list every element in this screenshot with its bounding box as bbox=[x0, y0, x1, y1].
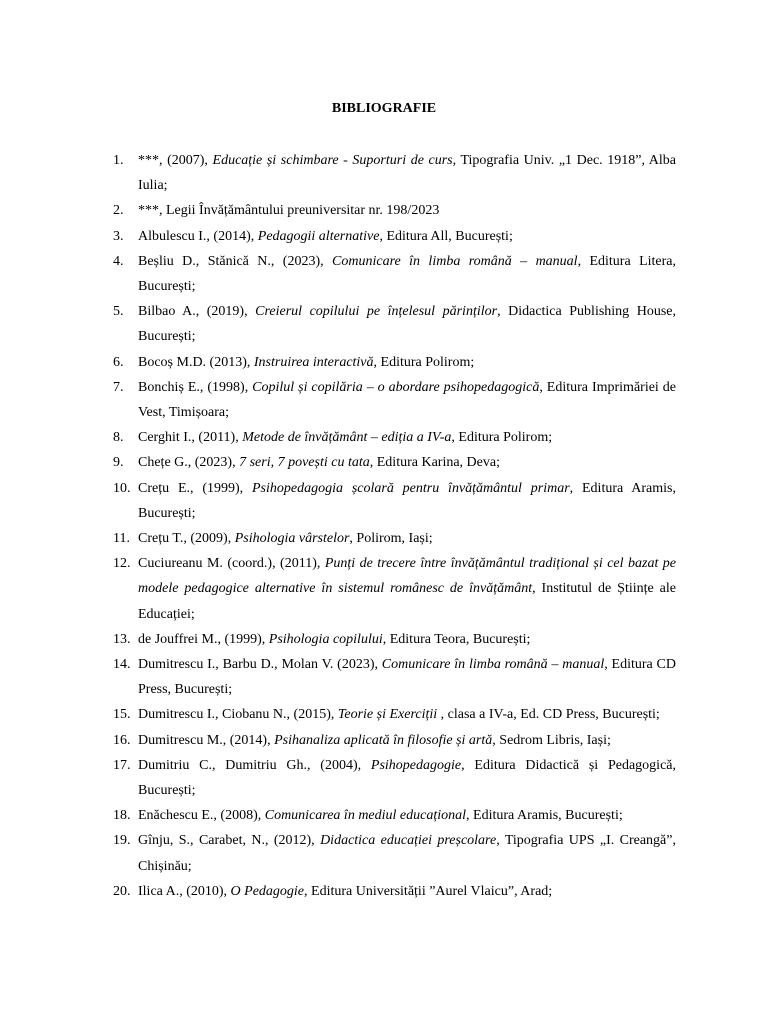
item-text bbox=[138, 733, 611, 748]
citation-text: Bilbao A., (2019), bbox=[138, 304, 256, 320]
bibliography-item bbox=[113, 803, 676, 828]
citation-text: Ilica A., (2010), bbox=[138, 883, 231, 899]
citation-text: , clasa a IV-a, Ed. CD Press, București; bbox=[437, 707, 660, 723]
citation-text: , Editura Imprimăriei de Vest, Timișoara; bbox=[138, 379, 676, 421]
work-title: Psihopedagogie bbox=[370, 757, 462, 773]
item-text bbox=[138, 808, 623, 823]
citation-text: , Editura All, București; bbox=[379, 228, 513, 244]
bibliography-item bbox=[113, 551, 676, 627]
bibliography-item bbox=[113, 299, 676, 349]
item-number: 16. bbox=[113, 732, 131, 748]
bibliography-item bbox=[113, 828, 676, 878]
work-title: 7 seri, 7 povești cu tata bbox=[239, 455, 370, 471]
item-number: 8. bbox=[113, 430, 124, 446]
work-title: Instruirea interactivă bbox=[253, 354, 374, 370]
item-text bbox=[138, 833, 676, 873]
citation-text: , Tipografia Univ. „1 Dec. 1918”, Alba Iulia; bbox=[138, 153, 676, 194]
bibliography-item bbox=[113, 879, 676, 904]
item-number: 3. bbox=[113, 228, 124, 244]
citation-text: ***, (2007), bbox=[138, 153, 213, 168]
bibliography-item bbox=[113, 728, 676, 753]
citation-text: Crețu E., (1999), bbox=[138, 480, 252, 496]
bibliography-item bbox=[113, 198, 676, 223]
item-text bbox=[138, 229, 513, 244]
citation-text: , Editura Aramis, București; bbox=[466, 808, 623, 824]
item-number: 19. bbox=[113, 833, 131, 849]
item-number: 10. bbox=[113, 480, 131, 496]
item-text bbox=[138, 657, 676, 697]
bibliography-item bbox=[113, 526, 676, 551]
citation-text: , Editura Teora, București; bbox=[382, 631, 531, 647]
citation-text: , Polirom, Iași; bbox=[349, 531, 433, 547]
citation-text: , Editura Aramis, București; bbox=[138, 480, 676, 521]
citation-text: Dumitriu C., Dumitriu Gh., (2004), bbox=[138, 757, 371, 773]
citation-text: Albulescu I., (2014), bbox=[138, 228, 258, 244]
item-text bbox=[138, 430, 552, 445]
item-number: 17. bbox=[113, 757, 131, 773]
citation-text: ***, Legii Învățământului preuniversitar nr. 198/2023 bbox=[138, 203, 440, 219]
bibliography-item bbox=[113, 476, 676, 526]
item-text bbox=[138, 455, 500, 470]
bibliography-item bbox=[113, 350, 676, 375]
bibliography-item bbox=[113, 450, 676, 475]
citation-text: Bocoș M.D. (2013), bbox=[138, 354, 254, 370]
citation-text: , Editura CD Press, București; bbox=[138, 657, 677, 698]
citation-text: , Didactica Publishing House, București; bbox=[138, 304, 676, 345]
citation-text: , Tipografia UPS „I. Creangă”, Chișinău; bbox=[138, 833, 676, 874]
item-number: 2. bbox=[113, 203, 124, 219]
work-title: Psihopedagogia școlară pentru învățământul primar bbox=[252, 480, 570, 496]
item-text bbox=[138, 481, 676, 521]
work-title: Creierul copilului pe înțelesul părinților bbox=[255, 304, 498, 320]
citation-text: Dumitrescu M., (2014), bbox=[138, 732, 275, 748]
item-text bbox=[138, 884, 552, 899]
bibliography-item bbox=[113, 148, 676, 198]
item-number: 4. bbox=[113, 253, 124, 269]
item-number: 12. bbox=[113, 556, 131, 572]
bibliography-list bbox=[113, 148, 676, 904]
item-number: 20. bbox=[113, 883, 131, 899]
item-text bbox=[138, 355, 474, 370]
work-title: Psihologia vârstelor bbox=[234, 531, 350, 547]
citation-text: Dumitrescu I., Ciobanu N., (2015), bbox=[138, 707, 338, 723]
citation-text: Beșliu D., Stănică N., (2023), bbox=[138, 253, 333, 269]
item-number: 15. bbox=[113, 707, 131, 723]
item-number: 13. bbox=[113, 631, 131, 647]
citation-text: , Editura Litera, București; bbox=[138, 253, 677, 295]
citation-text: Bonchiș E., (1998), bbox=[138, 379, 253, 395]
work-title: Pedagogii alternative bbox=[257, 228, 380, 244]
citation-text: Cuciureanu M. (coord.), (2011), bbox=[138, 556, 325, 572]
item-number: 11. bbox=[113, 531, 130, 547]
work-title: Copilul și copilăria – o abordare psihopedagogică bbox=[252, 379, 540, 395]
citation-text: Chețe G., (2023), bbox=[138, 455, 240, 471]
bibliography-item bbox=[113, 753, 676, 803]
work-title: Comunicare în limba română – manual bbox=[381, 657, 605, 673]
item-text bbox=[138, 380, 676, 420]
item-number: 6. bbox=[113, 354, 124, 370]
work-title: Teorie și Exerciții bbox=[337, 707, 438, 723]
work-title: Punți de trecere între învățământul tradițional și cel bazat pe modele pedagogice alternative în sistemul românesc de învățământ bbox=[138, 556, 677, 597]
work-title: Comunicare în limba română – manual bbox=[332, 253, 578, 269]
item-number: 18. bbox=[113, 808, 131, 824]
work-title: Psihologia copilului bbox=[268, 631, 383, 647]
bibliography-item bbox=[113, 627, 676, 652]
citation-text: , Institutul de Științe ale Educației; bbox=[138, 581, 676, 622]
item-number: 14. bbox=[113, 657, 131, 673]
citation-text: , Editura Universității ”Aurel Vlaicu”, Arad; bbox=[304, 883, 553, 899]
bibliography-item bbox=[113, 375, 676, 425]
work-title: Psihanaliza aplicată în filosofie și artă bbox=[274, 732, 493, 748]
citation-text: , Editura Polirom; bbox=[451, 430, 553, 446]
citation-text: Enăchescu E., (2008), bbox=[138, 808, 265, 824]
citation-text: , Sedrom Libris, Iași; bbox=[492, 732, 611, 748]
bibliography-item bbox=[113, 702, 676, 727]
work-title: Metode de învățământ – ediția a IV-a bbox=[242, 430, 452, 446]
work-title: Educație și schimbare - Suporturi de curs bbox=[212, 153, 453, 168]
citation-text: , Editura Didactică și Pedagogică, București; bbox=[138, 757, 677, 799]
item-text bbox=[138, 203, 439, 218]
bibliography-item bbox=[113, 425, 676, 450]
bibliography-item bbox=[113, 249, 676, 299]
item-number: 7. bbox=[113, 379, 124, 395]
item-text bbox=[138, 254, 676, 294]
item-text bbox=[138, 632, 530, 647]
bibliography-item bbox=[113, 652, 676, 702]
item-text bbox=[138, 304, 676, 344]
item-text bbox=[138, 758, 676, 798]
citation-text: Crețu T., (2009), bbox=[138, 531, 235, 547]
work-title: Comunicarea în mediul educațional bbox=[264, 808, 467, 824]
citation-text: Dumitrescu I., Barbu D., Molan V. (2023), bbox=[138, 657, 382, 673]
item-number: 5. bbox=[113, 304, 124, 320]
work-title: O Pedagogie bbox=[230, 883, 305, 899]
item-text bbox=[138, 531, 433, 546]
bibliography-item bbox=[113, 224, 676, 249]
page-title: BIBLIOGRAFIE bbox=[331, 101, 437, 116]
citation-text: Cerghit I., (2011), bbox=[138, 430, 243, 446]
citation-text: , Editura Karina, Deva; bbox=[369, 455, 500, 471]
item-number: 1. bbox=[113, 153, 124, 168]
citation-text: de Jouffrei M., (1999), bbox=[138, 631, 269, 647]
citation-text: , Editura Polirom; bbox=[373, 354, 475, 370]
item-text bbox=[138, 707, 660, 722]
work-title: Didactica educației preșcolare bbox=[320, 833, 497, 849]
citation-text: Gînju, S., Carabet, N., (2012), bbox=[138, 833, 321, 849]
item-text bbox=[138, 556, 676, 621]
item-text bbox=[138, 153, 676, 193]
item-number: 9. bbox=[113, 455, 124, 471]
